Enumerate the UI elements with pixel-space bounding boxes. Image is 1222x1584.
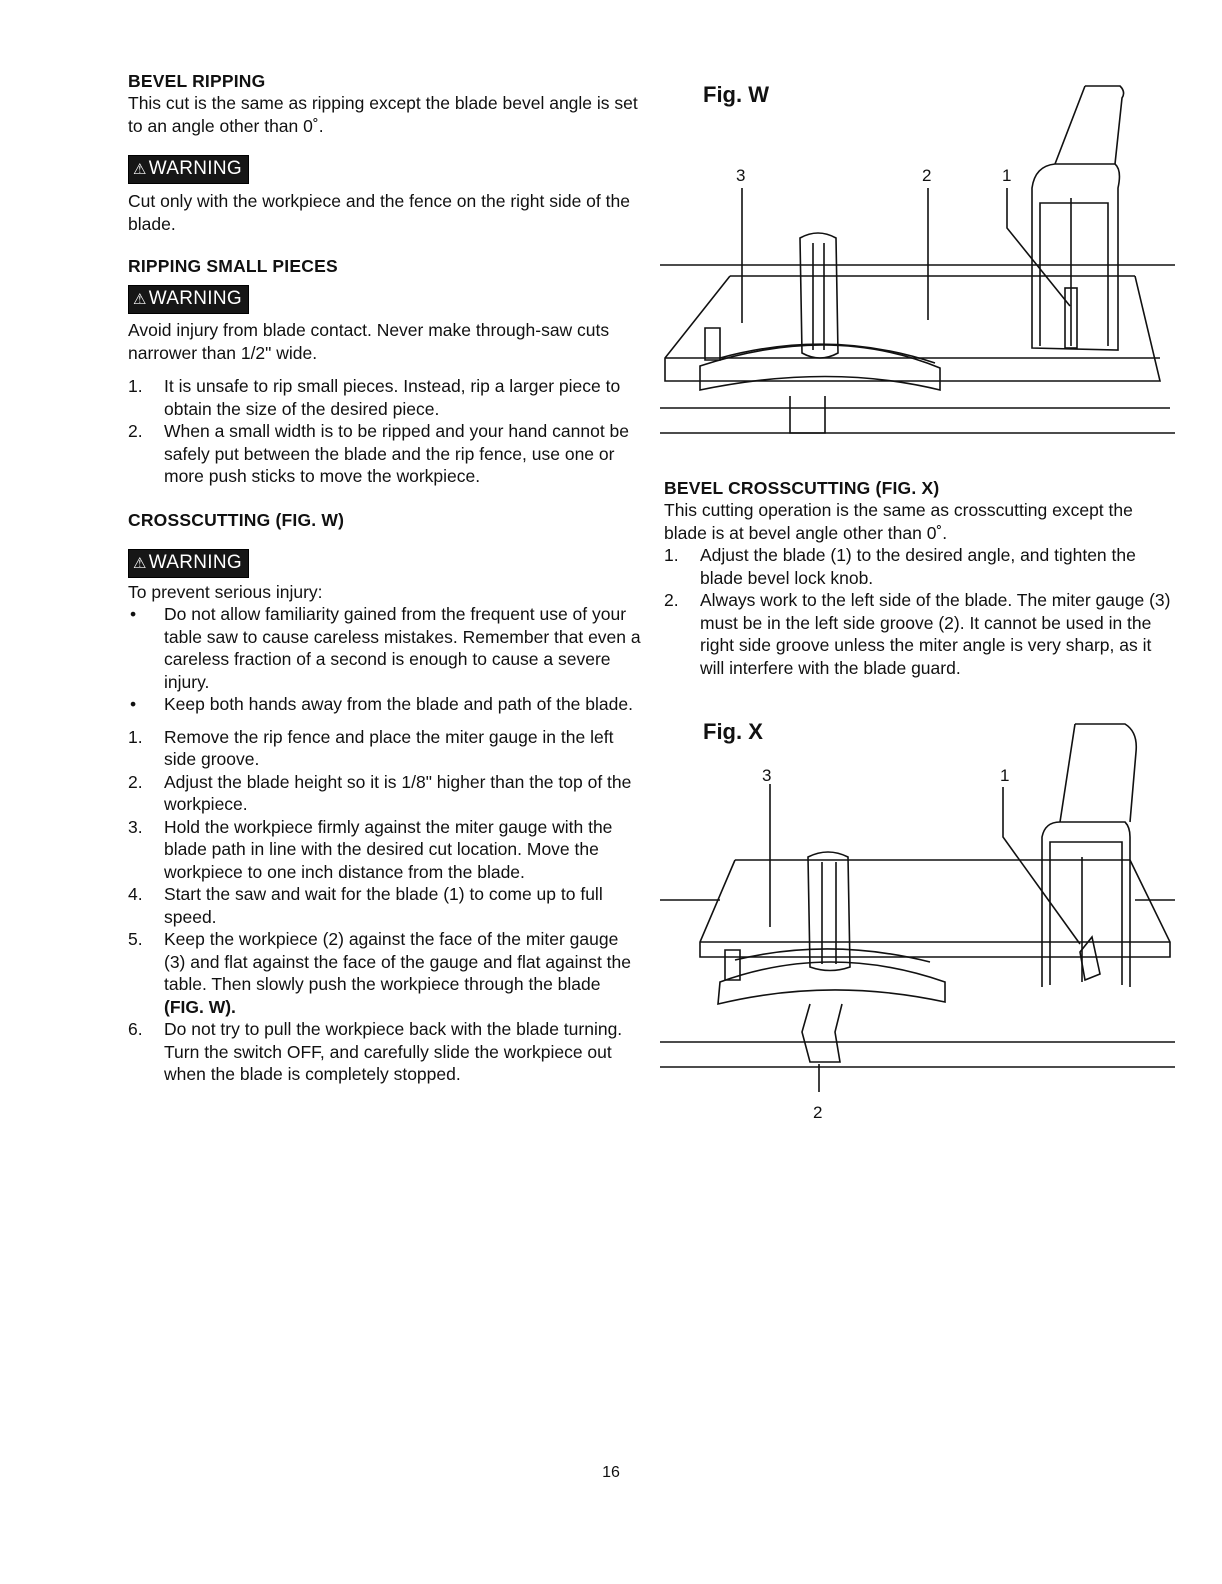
bevel-ripping-text: This cut is the same as ripping except the blade bevel angle is set to an angle other than 0˚. (128, 93, 638, 136)
list-item: • Do not allow familiarity gained from the frequent use of your table saw to cause careless mistakes. Remember that even a careless fraction of a second is enough to cause a severe injury. (130, 604, 641, 692)
callout-1: 1 (1002, 166, 1012, 185)
list-item: 2. When a small width is to be ripped and your hand cannot be safely put between the blade and the rip fence, use one or more push sticks to move the workpiece. (128, 421, 630, 486)
crosscutting-steps (128, 726, 643, 1086)
warning-3-bullets (128, 603, 643, 716)
list-item: 1. Remove the rip fence and place the miter gauge in the left side groove. (128, 726, 614, 769)
list-item: 6. Do not try to pull the workpiece back with the blade turning. Turn the switch OFF, and carefully slide the workpiece out when the blade is completely stopped. (128, 1019, 623, 1084)
warning-2-text: Avoid injury from blade contact. Never make through-saw cuts narrower than 1/2" wide. (128, 320, 610, 363)
crosscutting-heading: CROSSCUTTING (FIG. W) (128, 509, 345, 530)
warning-triangle-icon: ⚠ (133, 291, 147, 308)
blade-guard (1032, 164, 1119, 350)
saw-table (665, 276, 1160, 381)
warning-triangle-icon: ⚠ (133, 161, 147, 178)
left-column (128, 70, 643, 1086)
miter-gauge-protractor (700, 345, 940, 390)
callout-3: 3 (762, 766, 772, 785)
ripping-small-heading: RIPPING SMALL PIECES (128, 256, 338, 276)
fig-w-diagram (660, 78, 1180, 440)
bevel-crosscutting-section (664, 477, 1179, 679)
warning-block-2 (128, 285, 643, 314)
miter-gauge-protractor (718, 962, 945, 1004)
warning-badge: ⚠ WARNING (128, 285, 249, 314)
bevel-crosscutting-heading: BEVEL CROSSCUTTING (FIG. X) (664, 478, 940, 498)
list-item: 3. Hold the workpiece firmly against the miter gauge with the blade path in line with the desired cut location. Move the workpiece to one inch distance from the blade. (128, 816, 613, 882)
warning-triangle-icon: ⚠ (133, 554, 147, 572)
callout-2: 2 (922, 166, 932, 185)
saw-blade (1080, 937, 1100, 980)
warning-badge: ⚠ WARNING (128, 155, 249, 184)
list-item: 2. Adjust the blade height so it is 1/8" higher than the top of the workpiece. (128, 771, 632, 814)
miter-gauge-handle (800, 233, 838, 358)
bevel-ripping-heading: BEVEL RIPPING (128, 71, 266, 91)
blade-guard (1042, 822, 1130, 987)
callout-2: 2 (813, 1103, 823, 1122)
list-item: 5. Keep the workpiece (2) against the face of the miter gauge (3) and flat against the face of the gauge and flat against the table. Then slowly push the workpiece through the blade (FIG. W). (128, 929, 631, 1017)
list-item: 1. It is unsafe to rip small pieces. Instead, rip a larger piece to obtain the size of the desired piece. (128, 376, 621, 419)
bevel-crosscutting-text: This cutting operation is the same as crosscutting except the blade is at bevel angle other than 0˚. (664, 500, 1133, 543)
list-item: 2. Always work to the left side of the blade. The miter gauge (3) must be in the left side groove (2). It cannot be used in the right side groove unless the miter angle is very sharp, as it will interfere with the blade guard. (664, 590, 1171, 678)
callout-3: 3 (736, 166, 746, 185)
warning-3-intro: To prevent serious injury: (128, 581, 323, 602)
fig-x-diagram (660, 712, 1180, 1132)
list-item: 4. Start the saw and wait for the blade (1) to come up to full speed. (128, 884, 603, 927)
warning-block-3 (128, 549, 643, 578)
list-item: 1. Adjust the blade (1) to the desired angle, and tighten the blade bevel lock knob. (664, 545, 1136, 588)
page-number: 16 (602, 1464, 620, 1481)
callout-leader-1 (1007, 188, 1070, 306)
warning-badge: ⚠ WARNING (128, 549, 249, 578)
fig-w-label: Fig. W (703, 82, 769, 107)
callout-1: 1 (1000, 766, 1010, 785)
fig-x-label: Fig. X (703, 719, 763, 744)
warning-block-1 (128, 155, 643, 184)
bevel-crosscutting-steps (664, 544, 1179, 679)
list-item: • Keep both hands away from the blade and path of the blade. (130, 694, 633, 714)
warning-1-text: Cut only with the workpiece and the fence on the right side of the blade. (128, 191, 630, 234)
miter-gauge-handle (808, 852, 850, 971)
small-pieces-steps (128, 375, 643, 488)
